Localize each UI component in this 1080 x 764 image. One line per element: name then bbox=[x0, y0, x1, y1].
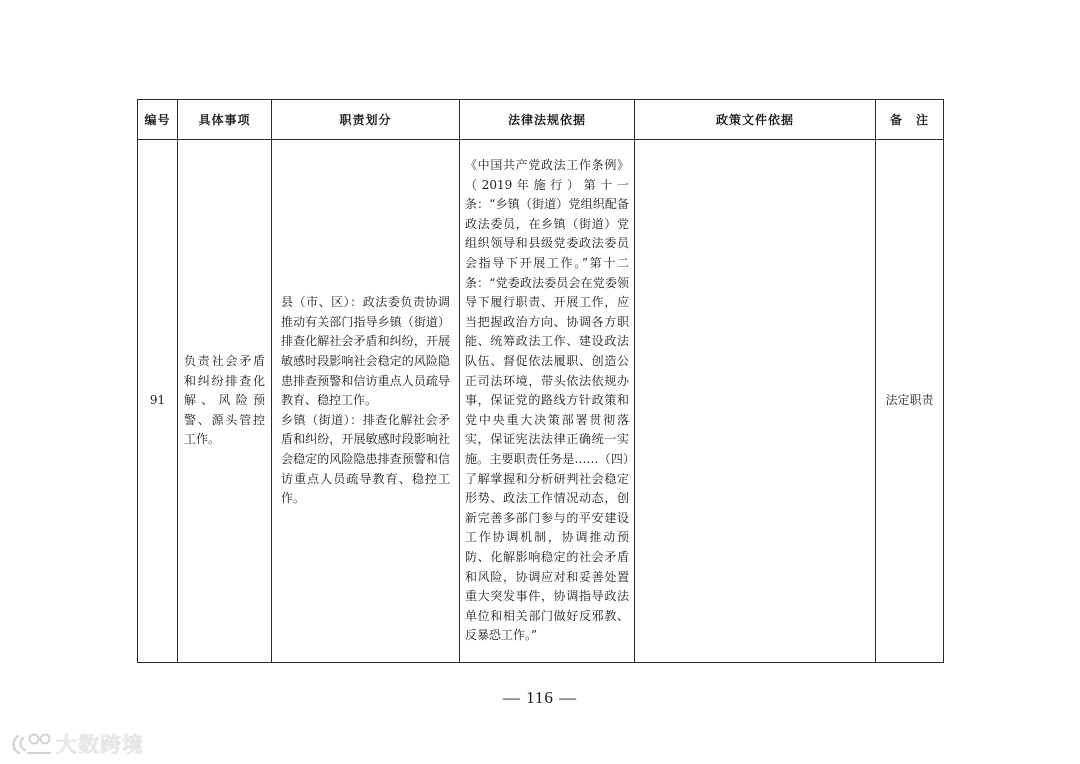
header-duty: 职责划分 bbox=[272, 100, 460, 140]
cell-duty bbox=[272, 140, 460, 663]
header-number: 编号 bbox=[138, 100, 178, 140]
header-row bbox=[138, 100, 944, 140]
header-item: 具体事项 bbox=[178, 100, 272, 140]
cell-policy bbox=[635, 140, 876, 663]
table-row bbox=[138, 140, 944, 663]
page-number: — 116 — bbox=[502, 688, 578, 707]
watermark bbox=[10, 726, 144, 762]
cell-number: 91 bbox=[138, 140, 178, 663]
header-note: 备 注 bbox=[876, 100, 944, 140]
cell-item: 负责社会矛盾和纠纷排查化解、风险预警、源头管控工作。 bbox=[178, 140, 272, 663]
header-policy: 政策文件依据 bbox=[635, 100, 876, 140]
duty-township-text: 乡镇（街道）：排查化解社会矛盾和纠纷，开展敏感时段影响社会稳定的风险隐患排查预警和信访重点人员疏导教育、稳控工作。 bbox=[281, 412, 450, 506]
duty-county-text: 县（市、区）：政法委负责协调推动有关部门指导乡镇（街道）排查化解社会矛盾和纠纷，开展敏感时段影响社会稳定的风险隐患排查预警和信访重点人员疏导教育、稳控工作。 bbox=[281, 295, 450, 408]
cross-border-logo-icon bbox=[10, 730, 54, 758]
watermark-text: 大数跨境 bbox=[56, 733, 144, 757]
cell-note: 法定职责 bbox=[876, 140, 944, 663]
header-law: 法律法规依据 bbox=[460, 100, 635, 140]
cell-law: 《中国共产党政法工作条例》（2019年施行）第十一条：“乡镇（街道）党组织配备政法委员，在乡镇（街道）党组织领导和县级党委政法委员会指导下开展工作。”第十二条：“党委政法委员会在党委领导下履行职责、开展工作，应当把握政治方向、协调各方职能、统筹政法工作、建设政法队伍、督促依法履职、创造公正司法环境，带头依法依规办事，保证党的路线方针政策和党中央重大决策部署贯彻落实，保证宪法法律正确统一实施。主要职责任务是……（四）了解掌握和分析研判社会稳定形势、政法工作情况动态，创新完善多部门参与的平安建设工作协调机制，协调推动预防、化解影响稳定的社会矛盾和风险，协调应对和妥善处置重大突发事件，协调指导政法单位和相关部门做好反邪教、反暴恐工作。” bbox=[460, 140, 635, 663]
duties-table bbox=[137, 99, 944, 663]
